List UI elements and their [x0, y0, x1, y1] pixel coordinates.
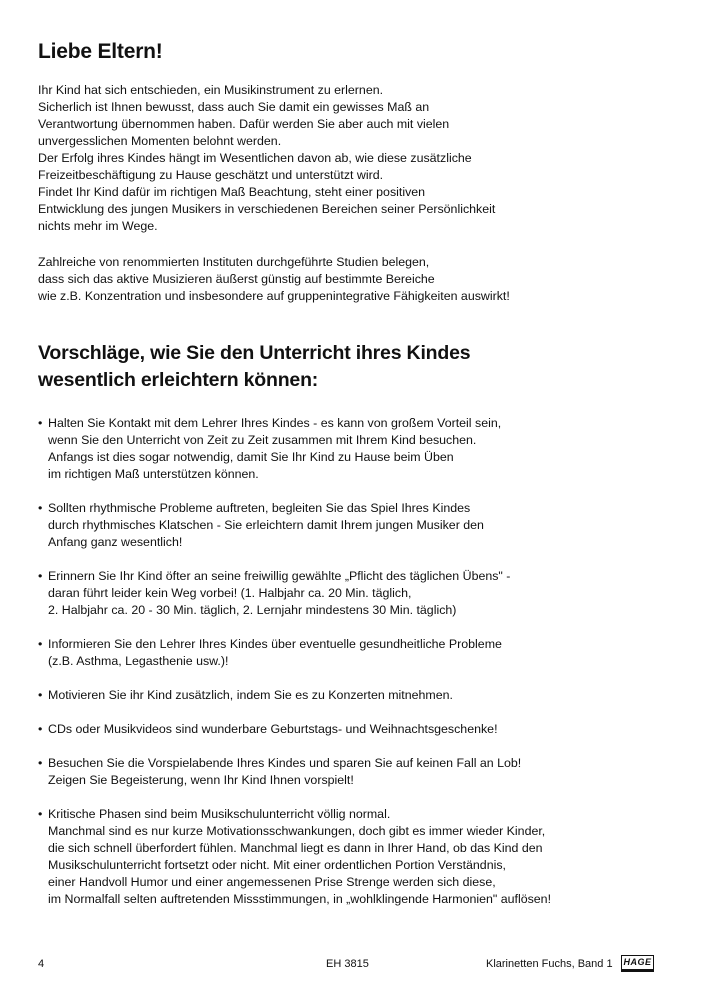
tip-line: im richtigen Maß unterstützen können. [48, 467, 259, 481]
heading-vorschlaege [38, 340, 470, 394]
tip-line: CDs oder Musikvideos sind wunderbare Geburtstags- und Weihnachtsgeschenke! [48, 722, 498, 736]
intro-line: Sicherlich ist Ihnen bewusst, dass auch Sie damit ein gewisses Maß an [38, 100, 430, 114]
page-footer [0, 958, 707, 974]
tip-item [38, 721, 678, 738]
studies-paragraph [38, 254, 678, 305]
intro-line: nichts mehr im Wege. [38, 219, 158, 233]
tip-line: (z.B. Asthma, Legasthenie usw.)! [48, 654, 229, 668]
bullet-icon: • [38, 722, 43, 736]
studies-line: wie z.B. Konzentration und insbesondere auf gruppenintegrative Fähigkeiten auswirkt! [38, 289, 510, 303]
tip-item [38, 415, 678, 483]
intro-line: Entwicklung des jungen Musikers in verschiedenen Bereichen seiner Persönlichkeit [38, 202, 496, 216]
edition-code: EH 3815 [326, 958, 369, 970]
tip-line: im Normalfall selten auftretenden Missstimmungen, in „wohlklingende Harmonien" auflösen! [48, 892, 552, 906]
tip-line: wenn Sie den Unterricht von Zeit zu Zeit zusammen mit Ihrem Kind besuchen. [48, 433, 477, 447]
intro-line: Ihr Kind hat sich entschieden, ein Musikinstrument zu erlernen. [38, 83, 384, 97]
tip-line: durch rhythmisches Klatschen - Sie erleichtern damit Ihrem jungen Musiker den [48, 518, 484, 532]
heading-line: wesentlich erleichtern können: [38, 369, 319, 391]
publisher-logo-underline [621, 970, 654, 972]
bullet-icon: • [38, 569, 43, 583]
page-number: 4 [38, 958, 45, 970]
tip-line: Kritische Phasen sind beim Musikschulunterricht völlig normal. [48, 807, 391, 821]
heading-line: Vorschläge, wie Sie den Unterricht ihres Kindes [38, 342, 471, 364]
bullet-icon: • [38, 756, 43, 770]
bullet-icon: • [38, 688, 43, 702]
tip-line: Erinnern Sie Ihr Kind öfter an seine freiwillig gewählte „Pflicht des täglichen Übens" - [48, 569, 511, 583]
tip-line: Sollten rhythmische Probleme auftreten, begleiten Sie das Spiel Ihres Kindes [48, 501, 471, 515]
intro-line: Findet Ihr Kind dafür im richtigen Maß Beachtung, steht einer positiven [38, 185, 426, 199]
tip-line: daran führt leider kein Weg vorbei! (1. Halbjahr ca. 20 Min. täglich, [48, 586, 412, 600]
tip-item [38, 806, 678, 908]
tip-line: Anfang ganz wesentlich! [48, 535, 183, 549]
tip-line: einer Handvoll Humor und einer angemessenen Prise Strenge werden sich diese, [48, 875, 496, 889]
bullet-icon: • [38, 416, 43, 430]
bullet-icon: • [38, 501, 43, 515]
studies-line: Zahlreiche von renommierten Instituten durchgeführte Studien belegen, [38, 255, 430, 269]
tip-line: Motivieren Sie ihr Kind zusätzlich, indem Sie es zu Konzerten mitnehmen. [48, 688, 453, 702]
intro-line: Der Erfolg ihres Kindes hängt im Wesentlichen davon ab, wie diese zusätzliche [38, 151, 472, 165]
heading-liebe-eltern: Liebe Eltern! [38, 40, 163, 63]
tip-line: Besuchen Sie die Vorspielabende Ihres Kindes und sparen Sie auf keinen Fall an Lob! [48, 756, 522, 770]
intro-paragraph [38, 82, 678, 235]
series-title: Klarinetten Fuchs, Band 1 [486, 958, 613, 970]
tip-line: Zeigen Sie Begeisterung, wenn Ihr Kind Ihnen vorspielt! [48, 773, 354, 787]
bullet-icon: • [38, 807, 43, 821]
tip-line: Musikschulunterricht fortsetzt oder nicht. Mit einer ordentlichen Portion Verständnis, [48, 858, 506, 872]
tip-line: Informieren Sie den Lehrer Ihres Kindes über eventuelle gesundheitliche Probleme [48, 637, 502, 651]
tip-line: 2. Halbjahr ca. 20 - 30 Min. täglich, 2. Lernjahr mindestens 30 Min. täglich) [48, 603, 457, 617]
tip-line: Halten Sie Kontakt mit dem Lehrer Ihres Kindes - es kann von großem Vorteil sein, [48, 416, 502, 430]
tip-item [38, 755, 678, 789]
tip-item [38, 500, 678, 551]
tip-item [38, 568, 678, 619]
tip-item [38, 687, 678, 704]
tip-line: die sich schnell überfordert fühlen. Manchmal liegt es dann in Ihrer Hand, ob das Kind den [48, 841, 543, 855]
tip-item [38, 636, 678, 670]
intro-line: Freizeitbeschäftigung zu Hause geschätzt und unterstützt wird. [38, 168, 384, 182]
studies-line: dass sich das aktive Musizieren äußerst günstig auf bestimmte Bereiche [38, 272, 435, 286]
intro-line: unvergesslichen Momenten belohnt werden. [38, 134, 282, 148]
intro-line: Verantwortung übernommen haben. Dafür werden Sie aber auch mit vielen [38, 117, 450, 131]
tips-list [38, 415, 678, 908]
tip-line: Manchmal sind es nur kurze Motivationsschwankungen, doch gibt es immer wieder Kinder, [48, 824, 546, 838]
tip-line: Anfangs ist dies sogar notwendig, damit Sie Ihr Kind zu Hause beim Üben [48, 450, 454, 464]
bullet-icon: • [38, 637, 43, 651]
publisher-logo: HAGE [621, 955, 654, 970]
